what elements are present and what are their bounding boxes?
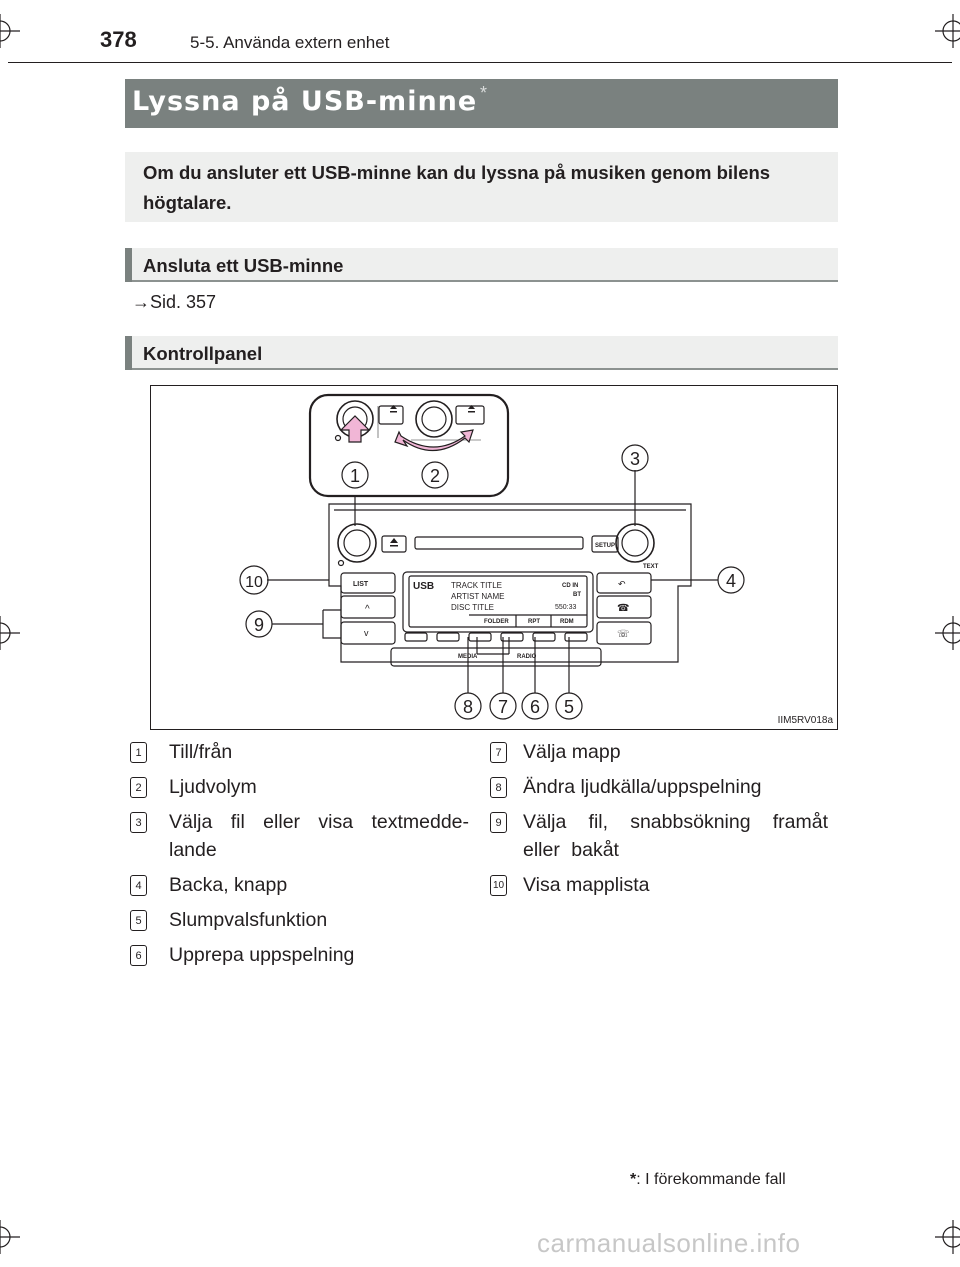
section-heading-connect: Ansluta ett USB-minne — [143, 255, 344, 276]
watermark: carmanualsonline.info — [537, 1228, 801, 1258]
page-reference[interactable] — [132, 292, 216, 313]
legend-number: 9 — [490, 812, 507, 833]
callout-4: 4 — [725, 571, 737, 591]
legend-item — [130, 738, 470, 766]
section-header: 5-5. Använda extern enhet — [190, 33, 390, 52]
header-rule — [8, 62, 952, 63]
display-badge: CD IN — [562, 583, 579, 589]
legend-number: 4 — [130, 875, 147, 896]
callout-5: 5 — [563, 697, 575, 717]
legend-text: Slumpvalsfunktion — [169, 909, 328, 931]
back-icon: ↶ — [618, 579, 626, 589]
legend-number: 7 — [490, 742, 507, 763]
arrow-icon: → — [132, 292, 150, 312]
legend-text: Visa mapplista — [523, 874, 650, 896]
chevron-up-icon: ^ — [365, 604, 370, 615]
callout-8: 8 — [462, 697, 474, 717]
display-bt: BT — [573, 592, 581, 598]
legend-item — [130, 906, 470, 934]
text-label: TEXT — [643, 564, 659, 570]
legend-item — [490, 773, 835, 801]
phone-icon: ☎ — [617, 603, 630, 614]
page-reference-label: Sid. 357 — [150, 292, 217, 312]
callout-10: 10 — [245, 574, 263, 591]
display-track: TRACK TITLE — [451, 581, 502, 590]
legend-number: 10 — [490, 875, 507, 896]
legend-text: Välja fil, snabbsökning framåt eller bakåt — [523, 811, 828, 861]
legend-text: Upprepa uppspelning — [169, 944, 355, 966]
legend-text: Till/från — [169, 741, 233, 763]
display-folder: FOLDER — [484, 619, 509, 625]
legend-number: 6 — [130, 945, 147, 966]
page-title: Lyssna på USB-minne — [132, 86, 478, 117]
callout-3: 3 — [629, 449, 641, 469]
display-rdm: RDM — [560, 619, 574, 625]
display-artist: ARTIST NAME — [451, 592, 505, 601]
legend-number: 3 — [130, 812, 147, 833]
callout-9: 9 — [253, 615, 265, 635]
footnote — [630, 1171, 786, 1189]
hangup-icon: ☏ — [617, 629, 630, 640]
legend-text: Välja fil eller visa textmedde-lande — [169, 811, 469, 861]
display-source: USB — [413, 581, 435, 592]
control-panel-illustration — [151, 386, 837, 729]
legend-right-column — [490, 738, 835, 906]
callout-1: 1 — [349, 466, 361, 486]
legend-text: Backa, knapp — [169, 874, 288, 896]
legend-item — [130, 773, 470, 801]
page-number: 378 — [100, 27, 137, 52]
radio-button-label: RADIO — [517, 654, 537, 660]
legend-left-column — [130, 738, 470, 976]
display-rpt: RPT — [528, 619, 540, 625]
setup-button-label: SETUP — [595, 543, 616, 549]
legend-number: 5 — [130, 910, 147, 931]
legend-text: Välja mapp — [523, 741, 621, 763]
legend-text: Ändra ljudkälla/uppspelning — [523, 776, 762, 798]
display-disc: DISC TITLE — [451, 603, 494, 612]
legend-item — [130, 808, 470, 864]
figure-code: IIM5RV018a — [777, 715, 833, 726]
control-panel-figure — [150, 385, 838, 730]
legend-number: 2 — [130, 777, 147, 798]
legend-item — [130, 871, 470, 899]
footnote-asterisk: * — [630, 1171, 637, 1188]
title-asterisk: * — [480, 83, 488, 103]
section-heading-control-panel: Kontrollpanel — [143, 343, 263, 364]
section-heading-bar — [125, 248, 132, 282]
display-time: 550:33 — [555, 604, 577, 611]
legend-item — [130, 941, 470, 969]
section-heading-bar — [125, 336, 132, 370]
intro-text: Om du ansluter ett USB-minne kan du lyssna på musiken genom bilens högtalare. — [143, 162, 771, 213]
callout-2: 2 — [429, 466, 441, 486]
legend-item — [490, 808, 835, 864]
footnote-text: : I förekommande fall — [636, 1171, 786, 1188]
callout-7: 7 — [497, 697, 509, 717]
list-button-label: LIST — [353, 581, 369, 588]
media-button-label: MEDIA — [458, 654, 478, 660]
legend-item — [490, 738, 835, 766]
legend-text: Ljudvolym — [169, 776, 257, 798]
chevron-down-icon: v — [364, 628, 369, 638]
legend-item — [490, 871, 835, 899]
legend-number: 1 — [130, 742, 147, 763]
legend-number: 8 — [490, 777, 507, 798]
callout-6: 6 — [529, 697, 541, 717]
